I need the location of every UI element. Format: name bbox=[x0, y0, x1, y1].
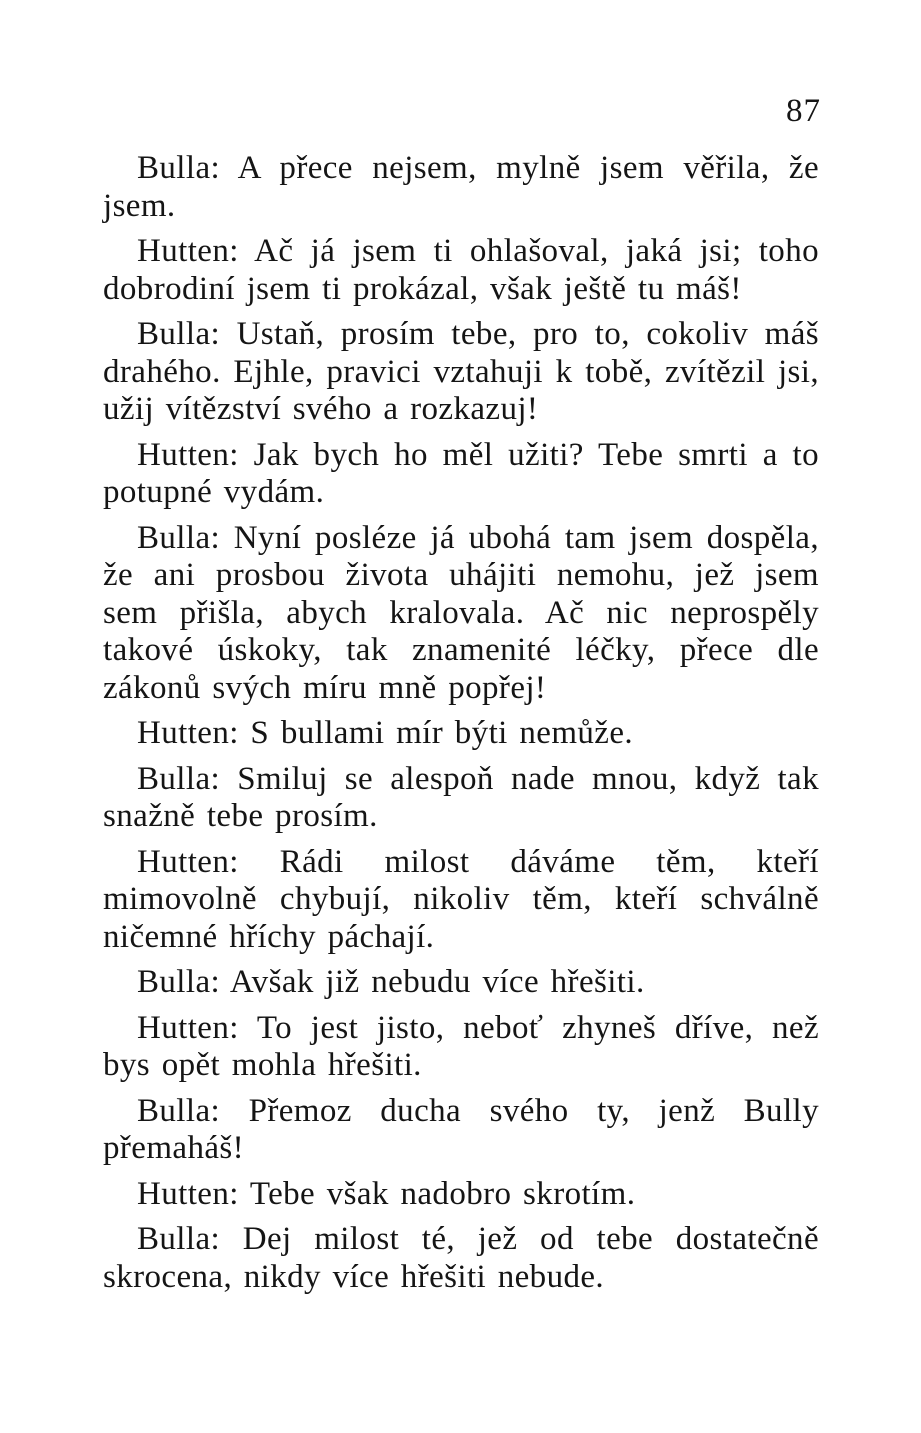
dialogue-paragraph: Bulla: Dej milost té, jež od tebe dostatečně skrocena, nikdy více hřešiti nebude. bbox=[103, 1221, 819, 1295]
dialogue-paragraph: Bulla: A přece nejsem, mylně jsem věřila, že jsem. bbox=[103, 150, 819, 224]
dialogue-paragraph: Bulla: Přemoz ducha svého ty, jenž Bully přemaháš! bbox=[103, 1092, 819, 1166]
dialogue-paragraph: Bulla: Ustaň, prosím tebe, pro to, cokoliv máš drahého. Ejhle, pravici vztahuji k tobě, zvítězil jsi, užij vítězství svého a rozkazuj! bbox=[103, 316, 819, 427]
dialogue-paragraph: Hutten: Jak bych ho měl užiti? Tebe smrti a to potupné vydám. bbox=[103, 436, 819, 510]
dialogue-paragraph: Bulla: Nyní posléze já ubohá tam jsem dospěla, že ani prosbou života uhájiti nemohu, jež jsem sem přišla, abych kralovala. Ač nic neprospěly takové úskoky, tak znamenité léčky, přece dle zákonů svých míru mně popřej! bbox=[103, 519, 819, 706]
dialogue-paragraph: Hutten: S bullami mír býti nemůže. bbox=[137, 715, 634, 751]
dialogue-paragraph: Hutten: Tebe však nadobro skrotím. bbox=[137, 1175, 636, 1212]
dialogue-paragraph: Hutten: Ač já jsem ti ohlašoval, jaká jsi; toho dobrodiní jsem ti prokázal, však ještě tu máš! bbox=[103, 233, 819, 307]
dialogue-text bbox=[103, 150, 819, 1304]
page-number: 87 bbox=[786, 93, 821, 129]
dialogue-paragraph: Bulla: Smiluj se alespoň nade mnou, když tak snažně tebe prosím. bbox=[103, 760, 819, 834]
dialogue-paragraph: Bulla: Avšak již nebudu více hřešiti. bbox=[137, 964, 645, 1000]
dialogue-paragraph: Hutten: Rádi milost dáváme těm, kteří mimovolně chybují, nikoliv těm, kteří schválně ničemné hříchy páchají. bbox=[103, 843, 819, 955]
dialogue-paragraph: Hutten: To jest jisto, neboť zhyneš dříve, než bys opět mohla hřešiti. bbox=[103, 1009, 819, 1083]
